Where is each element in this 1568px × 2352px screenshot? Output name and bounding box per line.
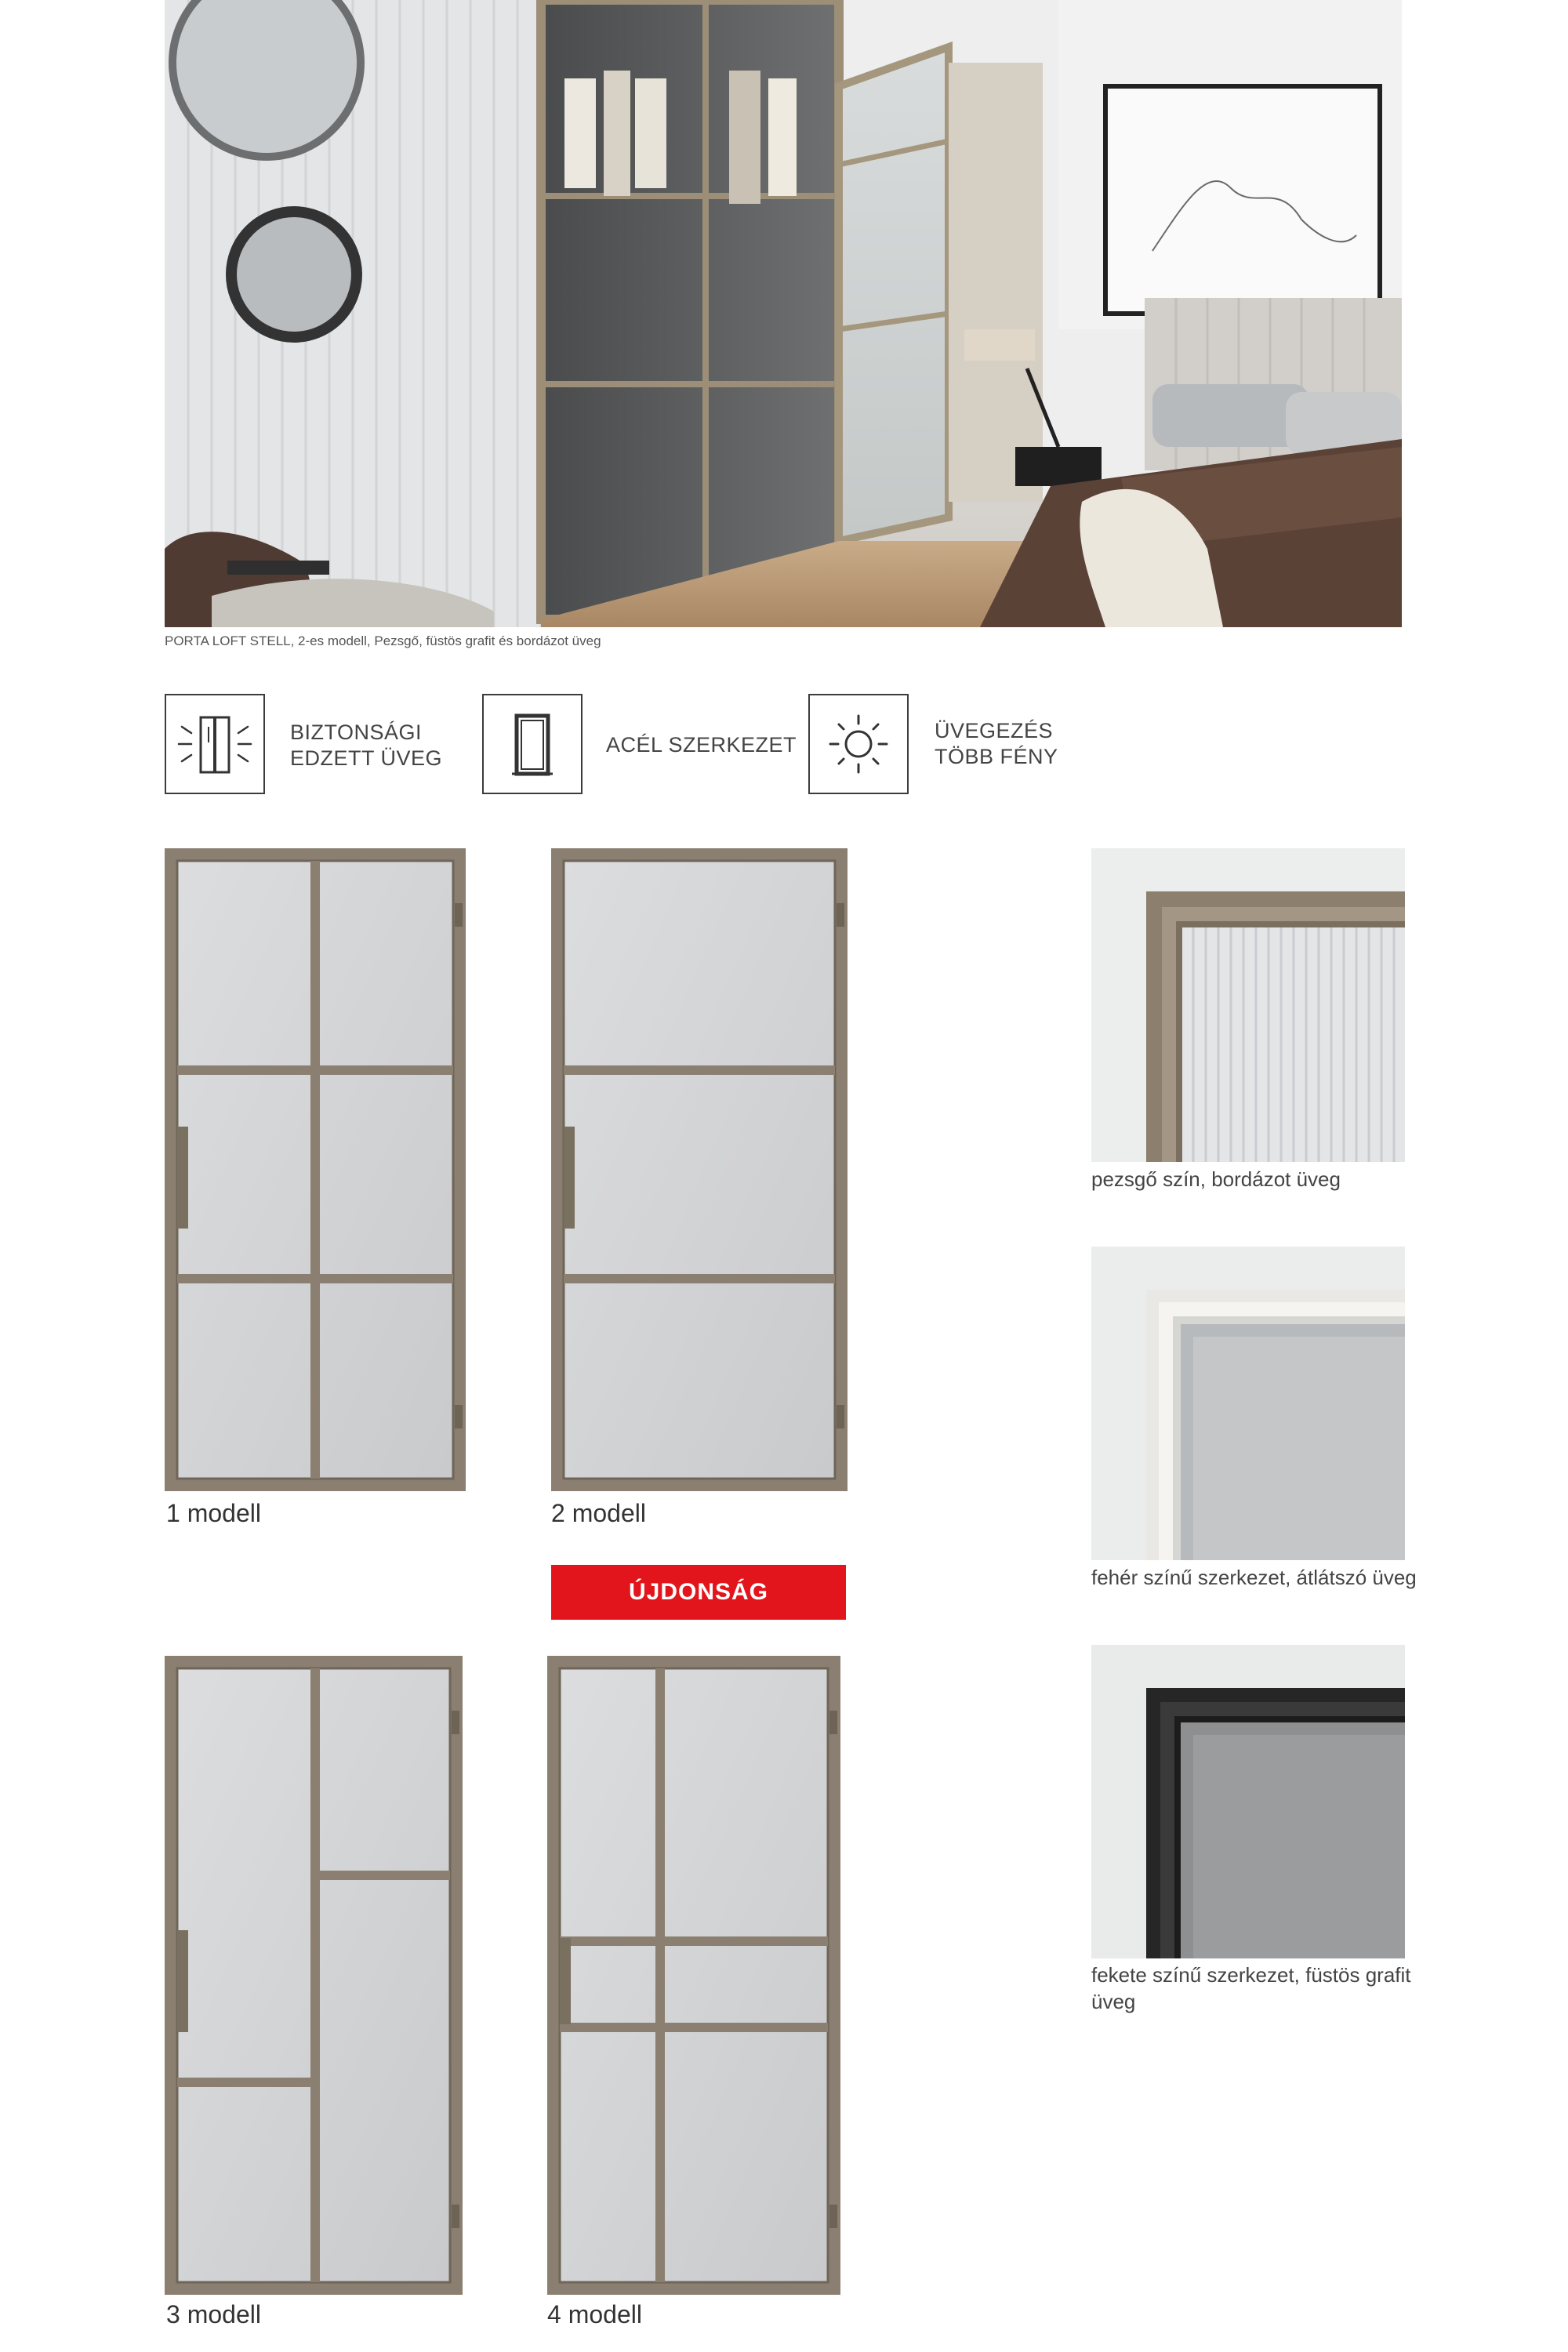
door-model-3 [165,1656,466,2295]
swatch-caption: fehér színű szerkezet, átlátszó üveg [1091,1566,1417,1589]
hero-photo [165,0,1402,627]
feature-line: EDZETT ÜVEG [290,746,443,770]
safety-glass-icon [165,694,265,794]
model-2-label: 2 modell [551,1499,646,1527]
new-badge: ÚJDONSÁG [551,1565,846,1620]
feature-line: TÖBB FÉNY [935,745,1058,768]
feature-light [808,694,909,794]
door-model-1 [165,848,470,1491]
feature-line: ACÉL SZERKEZET [606,733,797,757]
feature-safety-glass [165,694,265,794]
sun-icon [808,694,909,794]
swatch-black-smoky [1091,1645,1405,1958]
model-1-label: 1 modell [166,1499,261,1527]
feature-steel-frame-label [606,732,797,758]
door-model-4 [547,1656,845,2295]
swatch-white-clear [1091,1247,1405,1560]
swatch-caption: pezsgő szín, bordázot üveg [1091,1167,1341,1191]
swatch-caption: fekete színű szerkezet, füstös grafit üveg [1091,1963,1411,2013]
feature-steel-frame [482,694,583,794]
feature-safety-glass-label [290,720,442,771]
feature-line: BIZTONSÁGI [290,720,423,744]
feature-line: ÜVEGEZÉS [935,719,1054,742]
hero-caption: PORTA LOFT STELL, 2-es modell, Pezsgő, füstös grafit és bordázot üveg [165,633,601,648]
model-3-label: 3 modell [166,2300,261,2328]
feature-light-label [935,718,1058,770]
door-model-2 [551,848,849,1491]
swatch-champagne-fluted [1091,848,1405,1162]
model-4-label: 4 modell [547,2300,642,2328]
steel-frame-icon [482,694,583,794]
